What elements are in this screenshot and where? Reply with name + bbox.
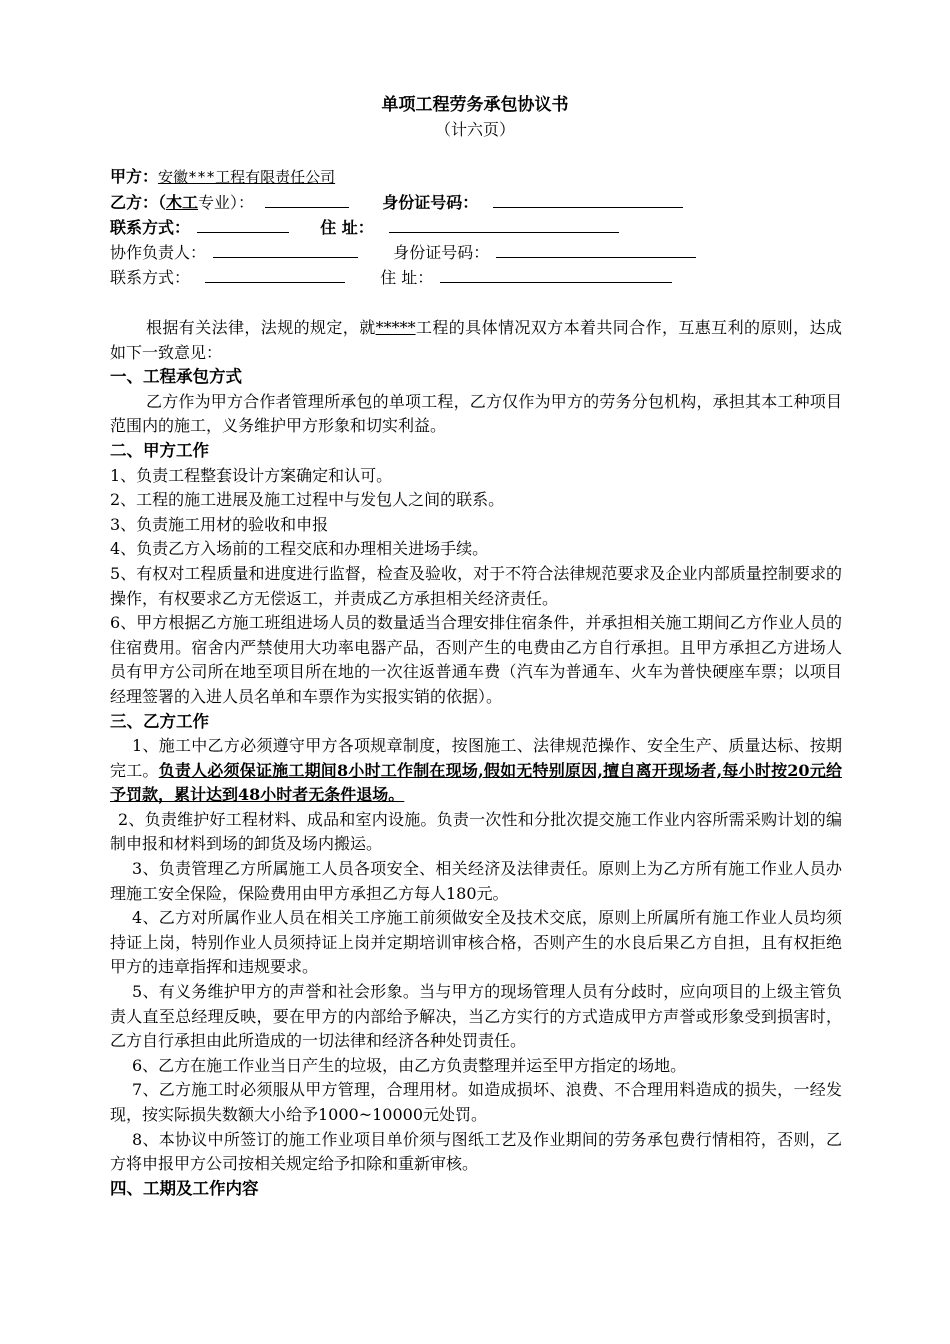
party-b-contact-label: 联系方式：	[110, 218, 191, 237]
list-item: 5、有权对工程质量和进度进行监督，检查及验收，对于不符合法律规范要求及企业内部质量控制要求的操作，有权要求乙方无偿返工，并责成乙方承担相关经济责任。	[110, 563, 842, 608]
list-item: 3、负责施工用材的验收和申报	[110, 514, 329, 534]
coop-contact-line	[110, 267, 672, 288]
project-name: *****	[375, 318, 416, 337]
section-1-heading: 一、工程承包方式	[110, 367, 242, 387]
party-a-label: 甲方：	[110, 167, 159, 186]
list-item: 4、乙方对所属作业人员在相关工序施工前须做安全及技术交底，原则上所属所有施工作业人员均须持证上岗，特别作业人员须持证上岗并定期培训审核合格，否则产生的水良后果乙方自担，且有权拒绝甲方的违章指挥和违规要求。	[110, 908, 842, 977]
penalty-clause: 负责人必须保证施工期间8小时工作制在现场,假如无特别原因,擅自离开现场者,每小时按20元给予罚款，累计达到48小时者无条件退场。	[110, 760, 842, 805]
section-3-heading: 三、乙方工作	[110, 711, 209, 731]
intro-paragraph: 根据有关法律，法规的规定，就*****工程的具体情况双方本着共同合作，互惠互利的原则，达成如下一致意见：	[110, 318, 842, 362]
party-a-value: 安徽***工程有限责任公司	[158, 168, 336, 186]
list-item: 2、工程的施工进展及施工过程中与发包人之间的联系。	[110, 490, 505, 510]
party-b-address-field[interactable]	[389, 217, 619, 233]
list-item: 6、乙方在施工作业当日产生的垃圾，由乙方负责整理并运至甲方指定的场地。	[132, 1055, 687, 1075]
section-4-heading: 四、工期及工作内容	[110, 1178, 259, 1198]
party-a-line	[110, 167, 335, 187]
list-item: 7、乙方施工时必须服从甲方管理，合理用材。如造成损坏、浪费、不合理用料造成的损失，一经发现，按实际损失数额大小给予1000~10000元处罚。	[110, 1080, 842, 1124]
list-item: 8、本协议中所签订的施工作业项目单价须与图纸工艺及作业期间的劳务承包费行情相符，否则，乙方将申报甲方公司按相关规定给予扣除和重新审核。	[110, 1129, 842, 1174]
party-b-suffix: 专业）：	[198, 193, 255, 212]
party-b-id-label: 身份证号码：	[382, 193, 479, 212]
list-item: 2、负责维护好工程材料、成品和室内设施。负责一次性和分批次提交施工作业内容所需采购计划的编制申报和材料到场的卸货及场内搬运。	[110, 809, 842, 854]
list-item: 1、负责工程整套设计方案确定和认可。	[110, 465, 393, 485]
party-b-label: 乙方：（	[110, 193, 167, 212]
party-b-contact-line	[110, 217, 619, 238]
list-item: 3、负责管理乙方所属施工人员各项安全、相关经济及法律责任。原则上为乙方所有施工作业人员办理施工安全保险，保险费用由甲方承担乙方每人180元。	[110, 859, 842, 903]
coop-address-label: 住 址：	[380, 268, 434, 287]
agreement-body	[110, 316, 842, 1201]
coop-line	[110, 242, 696, 263]
party-b-contact-field[interactable]	[197, 217, 289, 233]
coop-id-label: 身份证号码：	[393, 243, 490, 262]
section-1-text: 乙方作为甲方合作者管理所承包的单项工程，乙方仅作为甲方的劳务分包机构，承担其本工种项目范围内的施工，义务维护甲方形象和切实利益。	[110, 391, 842, 436]
list-item: 6、甲方根据乙方施工班组进场人员的数量适当合理安排住宿条件，并承担相关施工期间乙方作业人员的住宿费用。宿舍内严禁使用大功率电器产品，否则产生的电费由乙方自行承担。且甲方承担乙方进场人员有甲方公司所在地至项目所在地的一次往返普通车费（汽车为普通车、火车为普快硬座车票；以项目经理签署的入进人员名单和车票作为实报实销的依据）。	[110, 613, 842, 706]
party-b-name-field[interactable]	[265, 192, 349, 208]
coop-label: 协作负责人：	[110, 243, 207, 262]
coop-id-field[interactable]	[496, 242, 696, 258]
coop-contact-field[interactable]	[205, 267, 345, 283]
list-item: 1、施工中乙方必须遵守甲方各项规章制度，按图施工、法律规范操作、安全生产、质量达标、按期完工。负责人必须保证施工期间8小时工作制在现场,假如无特别原因,擅自离开现场者,每小时按20元给予罚款，累计达到48小时者无条件退场。	[110, 736, 842, 805]
coop-contact-label: 联系方式：	[110, 268, 191, 287]
list-item: 5、有义务维护甲方的声誉和社会形象。当与甲方的现场管理人员有分歧时，应向项目的上级主管负责人直至总经理反映，要在甲方的内部给予解决，当乙方实行的方式造成甲方声誉或形象受到损害时，乙方自行承担由此所造成的一切法律和经济各种处罚责任。	[110, 982, 842, 1051]
party-b-id-field[interactable]	[493, 192, 683, 208]
party-b-address-label: 住 址：	[320, 218, 374, 237]
party-b-line	[110, 192, 683, 213]
section-2-heading: 二、甲方工作	[110, 440, 209, 460]
document-subtitle: （计六页）	[434, 120, 515, 139]
party-b-trade: 木工	[166, 193, 199, 212]
list-item: 4、负责乙方入场前的工程交底和办理相关进场手续。	[110, 539, 489, 559]
coop-name-field[interactable]	[213, 242, 358, 258]
coop-address-field[interactable]	[440, 267, 672, 283]
document-title: 单项工程劳务承包协议书	[381, 95, 569, 115]
